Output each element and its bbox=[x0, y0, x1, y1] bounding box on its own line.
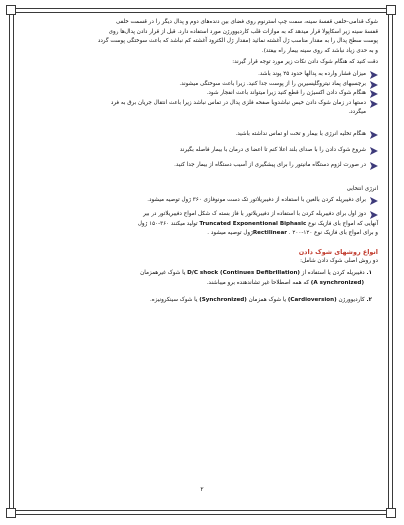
method-number: ۱. bbox=[366, 270, 372, 277]
list-item bbox=[22, 130, 378, 140]
list-item bbox=[22, 80, 378, 90]
list-item bbox=[22, 99, 378, 109]
method-text: کاردیوورژن bbox=[338, 297, 365, 304]
waveform-term: Rectilinear bbox=[252, 230, 287, 237]
method-term: D/C shock (Continues Defibrillation) bbox=[187, 270, 300, 277]
energy-text: آنهایی که امواج بای فازیک نوع bbox=[308, 220, 378, 227]
document-body bbox=[22, 18, 378, 306]
note-text: دستها در زمان شوک دادن خیس نباشدویا صفحه فلزی پدال در تماس نباشد زیرا باعث انتقال جریان برق به فرد bbox=[110, 99, 366, 106]
arrow-bullet-icon bbox=[369, 211, 378, 219]
arrow-bullet-icon bbox=[369, 147, 378, 155]
energy-line-3 bbox=[22, 220, 378, 230]
arrow-bullet-icon bbox=[369, 197, 378, 205]
intro-line: شوک قدامی-خلفی قفسهٔ سینه، سمت چپ استرنوم روی فضای بین دنده‌های دوم و پدال دیگر را در قسمت خلفی bbox=[115, 19, 378, 25]
note-text: هنگام تخلیه انرژی با بیمار و تخت او تماس نداشته باشید. bbox=[235, 130, 366, 137]
note-text: برچسبهای پماد نیتروگلیسیرین را از پوست جدا کنید. زیرا باعث سوختگی میشوند. bbox=[179, 80, 366, 87]
section-heading: انواع روشهای شوک دادن bbox=[298, 247, 378, 256]
note-text: در صورت لزوم دستگاه مانیتور را برای پیشگیری از آسیب دستگاه از بیمار جدا کنید. bbox=[174, 162, 366, 169]
list-item bbox=[22, 196, 378, 206]
methods-list bbox=[22, 269, 378, 306]
method-2 bbox=[22, 296, 378, 306]
note-text: میزان فشار وارده به پدالها حدود ۲۵ پوند باشد. bbox=[258, 70, 366, 77]
page-number: ۲ bbox=[200, 486, 204, 493]
arrow-bullet-icon bbox=[369, 100, 378, 108]
energy-text: دوز اول برای دفیبریله کردن با استفاده از دفیبریلاتور با فاز بسته ک شکل امواج دفیبریلاتور در بیر bbox=[143, 210, 366, 217]
notes-list bbox=[22, 70, 378, 118]
list-item bbox=[22, 70, 378, 80]
list-item bbox=[22, 210, 378, 220]
list-item bbox=[22, 161, 378, 171]
intro-line: قفسهٔ سینه زیر اسکاپولا قرار میدهد که به موازات قلب کاردیوورژن مورد استفاده دارد. قبل از قرار دادن پدال‌ها روی bbox=[108, 28, 378, 35]
method-term: (Synchronized) bbox=[199, 297, 247, 304]
note-text: هنگام شوک دادن اکسیژن را قطع کنید زیرا میتواند باعث انفجار شود. bbox=[206, 90, 366, 97]
arrow-bullet-icon bbox=[369, 162, 378, 170]
list-item bbox=[22, 146, 378, 156]
method-number: ۲. bbox=[366, 297, 372, 304]
corner-ornament-bottom-right bbox=[386, 508, 396, 518]
intro-line: و به حدی زیاد نباشد که روی سینه بیمار راه بیفتد). bbox=[261, 47, 378, 54]
energy-list bbox=[22, 196, 378, 238]
corner-ornament-bottom-left bbox=[6, 508, 16, 518]
energy-line-4 bbox=[22, 229, 378, 239]
note-text: شروع شوک دادن را با صدای بلند اعلا کنم تا اعضا ی درمان با بیمار فاصله بگیرند bbox=[179, 146, 366, 153]
arrow-bullet-icon bbox=[369, 131, 378, 139]
energy-text: . ۲۰۰-۱۲۰ژول توصیه میشود . bbox=[207, 230, 313, 237]
energy-text: و برای امواج بای فازیک نوع bbox=[314, 230, 378, 237]
list-item bbox=[22, 89, 378, 99]
method-term: (A synchronized) bbox=[310, 279, 364, 286]
waveform-term: Truncated Exponentional Biphasic bbox=[199, 220, 307, 227]
arrow-bullet-icon bbox=[369, 71, 378, 79]
method-1-line-2 bbox=[22, 279, 378, 289]
arrow-bullet-icon bbox=[369, 90, 378, 98]
energy-text: برای دفیبریله کردن بالغین با استفاده از دفیبریلاتور تک دست مونوفازی ۳۶۰ ژول توصیه میشود. bbox=[147, 197, 366, 204]
method-text: دفیبریله کردن یا استفاده از bbox=[301, 270, 365, 277]
method-text: یا شوک سینکرونیزه. bbox=[150, 297, 198, 304]
notes-list-2 bbox=[22, 130, 378, 171]
notes-intro: دقت کنید که هنگام شوک دادن نکات زیر مورد توجه قرار گیرند: bbox=[232, 59, 378, 66]
note-continuation: میگردد. bbox=[348, 109, 366, 116]
corner-ornament-top-right bbox=[386, 5, 396, 15]
method-text: که همه اصطلاحا غیر تشاندهنده برو میباشند. bbox=[206, 279, 310, 286]
method-text: یا شوک غیرهمزمان bbox=[140, 270, 186, 277]
method-text: یا شوک همزمان bbox=[248, 297, 287, 304]
section-intro: دو روش اصلی شوک دادن شامل: bbox=[300, 257, 378, 264]
method-1 bbox=[22, 269, 378, 279]
intro-line: پوست سطح پدال را به مقدار مناسب ژل آغشته نمائید (مقدار ژل الکترود آغشته کم نباشد که باعث سوختگی پوست گردد bbox=[97, 38, 378, 45]
arrow-bullet-icon bbox=[369, 81, 378, 89]
corner-ornament-top-left bbox=[6, 5, 16, 15]
energy-title: انرژی انتخابی bbox=[346, 185, 378, 192]
intro-paragraph bbox=[22, 18, 378, 56]
method-term: (Cardioversion) bbox=[287, 297, 337, 304]
energy-text: تولید میکنند ۳۶۰-۱۵۰ ژول bbox=[137, 220, 198, 227]
